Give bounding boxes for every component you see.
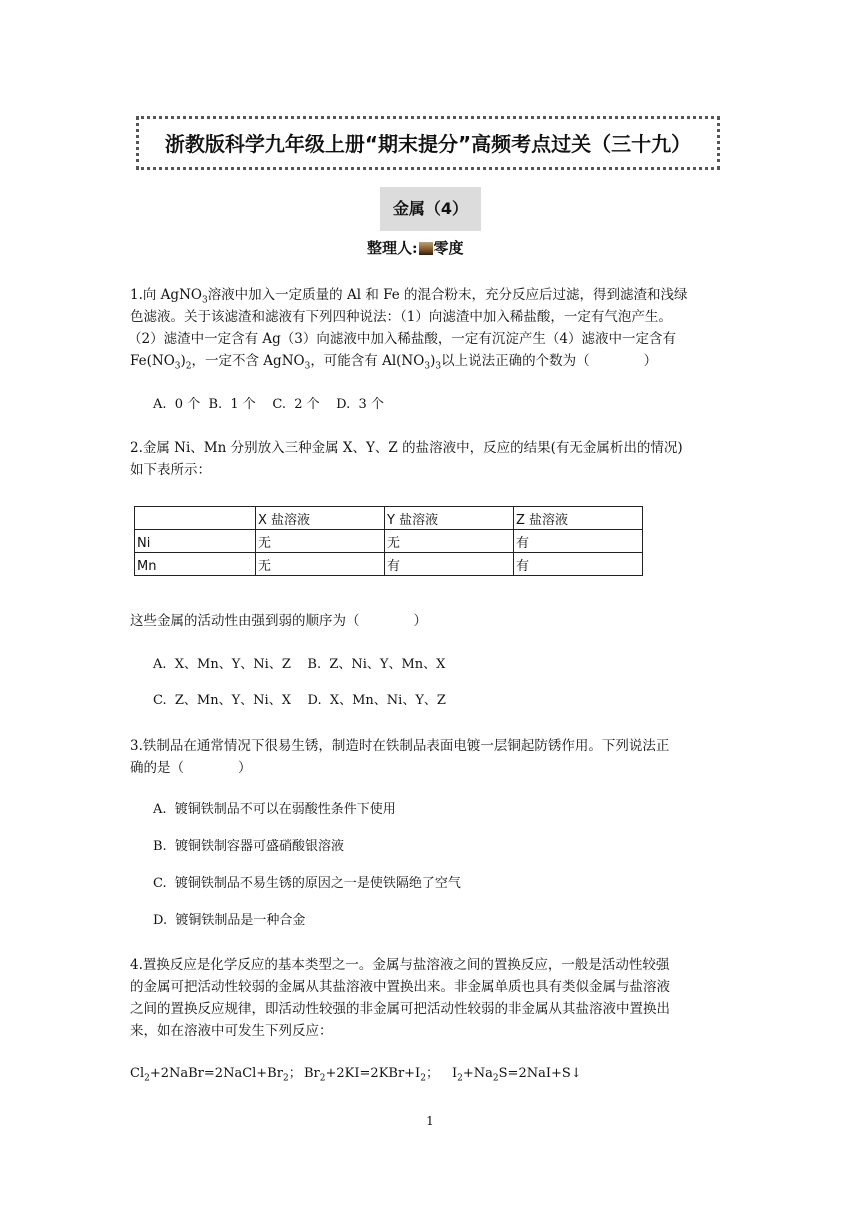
table-cell: Mn — [135, 553, 256, 576]
q3-option-a: A. 镀铜铁制品不可以在弱酸性条件下使用 — [153, 802, 396, 817]
table-cell: 无 — [256, 530, 385, 553]
table-cell: X 盐溶液 — [256, 507, 385, 530]
table-row — [135, 530, 643, 553]
page-number: 1 — [426, 1114, 434, 1128]
q2-line-1: 2.金属 Ni、Mn 分别放入三种金属 X、Y、Z 的盐溶液中，反应的结果(有无金属析出的情况) — [130, 440, 683, 456]
q3-option-d: D. 镀铜铁制品是一种合金 — [153, 913, 306, 928]
table-cell: 有 — [385, 553, 514, 576]
q2-table — [134, 506, 643, 576]
table-cell: 无 — [385, 530, 514, 553]
q1-options: A. 0 个 B. 1 个 C. 2 个 D. 3 个 — [153, 397, 384, 412]
q3-line-1: 3.铁制品在通常情况下很易生锈，制造时在铁制品表面电镀一层铜起防锈作用。下列说法正 — [130, 738, 670, 754]
q1-line-1: 1.向 AgNO$_3$溶液中加入一定质量的 Al 和 Fe 的混合粉末，充分反应后过滤，得到滤渣和浅绿 — [130, 287, 688, 306]
q3-option-c: C. 镀铜铁制品不易生锈的原因之一是使铁隔绝了空气 — [153, 876, 461, 891]
page-title: 浙教版科学九年级上册“期末提分”高频考点过关（三十九） — [136, 116, 720, 170]
q4-line-1: 4.置换反应是化学反应的基本类型之一。金属与盐溶液之间的置换反应，一般是活动性较强 — [130, 957, 670, 973]
q4-line-2: 的金属可把活动性较弱的金属从其盐溶液中置换出来。非金属单质也具有类似金属与盐溶液 — [130, 979, 670, 995]
q2-options-row-1: A. X、Mn、Y、Ni、Z B. Z、Ni、Y、Mn、X — [153, 657, 446, 672]
q4-equation-2: $Br_2+2KI=2KBr+I_2$； — [304, 1066, 439, 1084]
table-cell: Ni — [135, 530, 256, 553]
author-label: 整理人: — [367, 239, 418, 257]
q4-equation-3: $I_2+Na_2S=2NaI+S↓$ — [452, 1066, 582, 1084]
q1-line-4: $Fe(NO_3)_2$，一定不含 AgNO$_3$，可能含有 $Al(NO_3)_3$以上说法正确的个数为（ ） — [130, 353, 658, 372]
q4-equation-1: $Cl_2+2NaBr=2NaCl+Br_2$； — [130, 1066, 302, 1084]
q2-question: 这些金属的活动性由强到弱的顺序为（ ） — [130, 613, 427, 629]
section-subtitle: 金属（4） — [380, 187, 481, 231]
q2-options-row-2: C. Z、Mn、Y、Ni、X D. X、Mn、Ni、Y、Z — [153, 693, 446, 708]
author-avatar-icon — [419, 242, 433, 255]
q2-line-2: 如下表所示： — [130, 462, 211, 478]
table-header-row — [135, 507, 643, 530]
author-line — [367, 237, 507, 258]
table-cell: 有 — [514, 553, 643, 576]
table-cell: Z 盐溶液 — [514, 507, 643, 530]
table-row — [135, 553, 643, 576]
q3-option-b: B. 镀铜铁制容器可盛硝酸银溶液 — [153, 839, 344, 854]
author-name: 零度 — [433, 239, 464, 257]
table-cell: Y 盐溶液 — [385, 507, 514, 530]
q3-line-2: 确的是（ ） — [130, 760, 252, 776]
table-cell — [135, 507, 256, 530]
q4-line-4: 来，如在溶液中可发生下列反应： — [130, 1023, 333, 1039]
q1-line-2: 色滤液。关于该滤渣和滤液有下列四种说法：（1）向滤渣中加入稀盐酸，一定有气泡产生。 — [130, 309, 672, 325]
table-cell: 有 — [514, 530, 643, 553]
q4-line-3: 之间的置换反应规律，即活动性较强的非金属可把活动性较弱的非金属从其盐溶液中置换出 — [130, 1001, 670, 1017]
table-cell: 无 — [256, 553, 385, 576]
q1-line-3: （2）滤渣中一定含有 Ag（3）向滤液中加入稀盐酸，一定有沉淀产生（4）滤液中一定含有 — [128, 331, 676, 347]
